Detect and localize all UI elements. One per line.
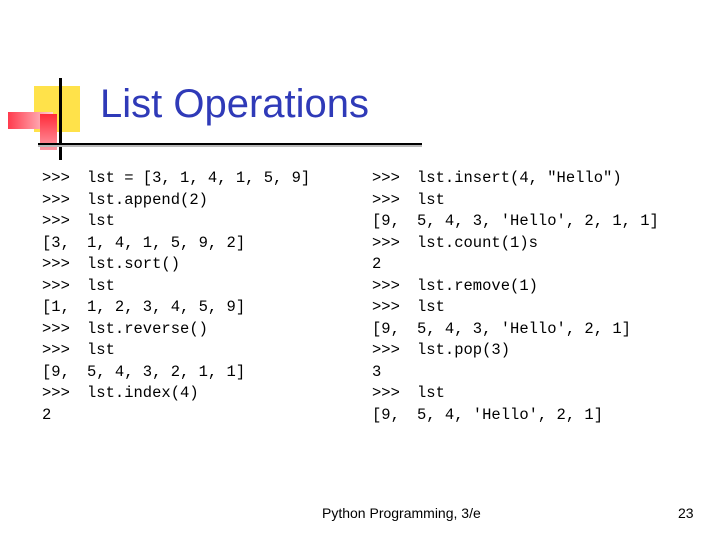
code-line <box>42 190 310 212</box>
code-line <box>372 297 659 319</box>
code-text: 1, 4, 1, 5, 9, 2] <box>87 233 246 252</box>
code-prompt: >>> <box>372 384 400 402</box>
code-prompt: >>> <box>372 169 400 187</box>
decorative-vertical-line <box>59 78 62 160</box>
code-text: lst <box>87 276 115 295</box>
code-prompt: >>> <box>372 298 400 316</box>
code-prompt: >>> <box>372 276 400 295</box>
code-text: lst.append(2) <box>87 190 208 209</box>
code-line <box>372 168 659 190</box>
code-prompt: [9, <box>372 405 400 424</box>
code-line <box>42 362 310 384</box>
code-prompt: [9, <box>372 319 400 338</box>
code-line <box>42 340 310 362</box>
code-line <box>372 405 659 427</box>
code-text: 5, 4, 3, 2, 1, 1] <box>87 362 246 381</box>
code-prompt: >>> <box>42 319 70 338</box>
code-prompt: [1, <box>42 298 70 316</box>
code-line <box>42 254 310 276</box>
code-text: lst.remove(1) <box>417 276 538 295</box>
code-text: lst <box>87 212 115 230</box>
code-prompt: >>> <box>42 341 70 359</box>
code-prompt: >>> <box>42 212 70 230</box>
code-line <box>372 233 659 255</box>
code-block-left <box>42 168 310 426</box>
code-text: lst.count(1)s <box>417 233 538 252</box>
code-text: 5, 4, 3, 'Hello', 2, 1, 1] <box>417 212 659 230</box>
title-underline-shadow <box>38 145 422 147</box>
code-line <box>372 211 659 233</box>
code-text: lst <box>87 341 115 359</box>
code-line <box>42 297 310 319</box>
code-line <box>42 405 310 427</box>
code-line <box>372 383 659 405</box>
code-text: lst.reverse() <box>87 319 208 338</box>
code-line <box>42 233 310 255</box>
slide-title: List Operations <box>100 82 370 126</box>
code-prompt: [3, <box>42 233 70 252</box>
page-number: 23 <box>678 505 694 521</box>
code-line <box>42 211 310 233</box>
code-line <box>42 276 310 298</box>
code-text: lst = [3, 1, 4, 1, 5, 9] <box>87 169 311 187</box>
code-prompt: >>> <box>42 190 70 209</box>
code-line <box>372 276 659 298</box>
code-line <box>42 383 310 405</box>
code-prompt: [9, <box>42 362 70 381</box>
code-text: 1, 2, 3, 4, 5, 9] <box>87 298 246 316</box>
code-block-right <box>372 168 659 426</box>
code-text: 5, 4, 3, 'Hello', 2, 1] <box>417 319 631 338</box>
code-text: lst.insert(4, "Hello") <box>417 169 622 187</box>
code-line <box>372 340 659 362</box>
code-line <box>372 190 659 212</box>
code-prompt: >>> <box>372 190 400 209</box>
code-line <box>372 362 659 384</box>
code-text: lst <box>417 384 445 402</box>
code-prompt: >>> <box>42 384 70 402</box>
code-text: lst.index(4) <box>87 384 199 402</box>
code-line <box>372 254 659 276</box>
code-prompt: 3 <box>372 362 382 381</box>
code-prompt: >>> <box>42 169 70 187</box>
code-prompt: [9, <box>372 212 400 230</box>
code-line <box>42 168 310 190</box>
code-prompt: >>> <box>372 233 400 252</box>
slide-footer: Python Programming, 3/e <box>322 505 481 521</box>
code-prompt: >>> <box>372 341 400 359</box>
code-line <box>42 319 310 341</box>
code-prompt: 2 <box>42 405 52 424</box>
code-line <box>372 319 659 341</box>
code-prompt: >>> <box>42 276 70 295</box>
code-text: lst <box>417 190 445 209</box>
code-text: lst <box>417 298 445 316</box>
code-text: lst.pop(3) <box>417 341 511 359</box>
code-prompt: >>> <box>42 255 70 273</box>
code-text: 5, 4, 'Hello', 2, 1] <box>417 405 604 424</box>
code-text: lst.sort() <box>87 255 181 273</box>
code-prompt: 2 <box>372 255 382 273</box>
